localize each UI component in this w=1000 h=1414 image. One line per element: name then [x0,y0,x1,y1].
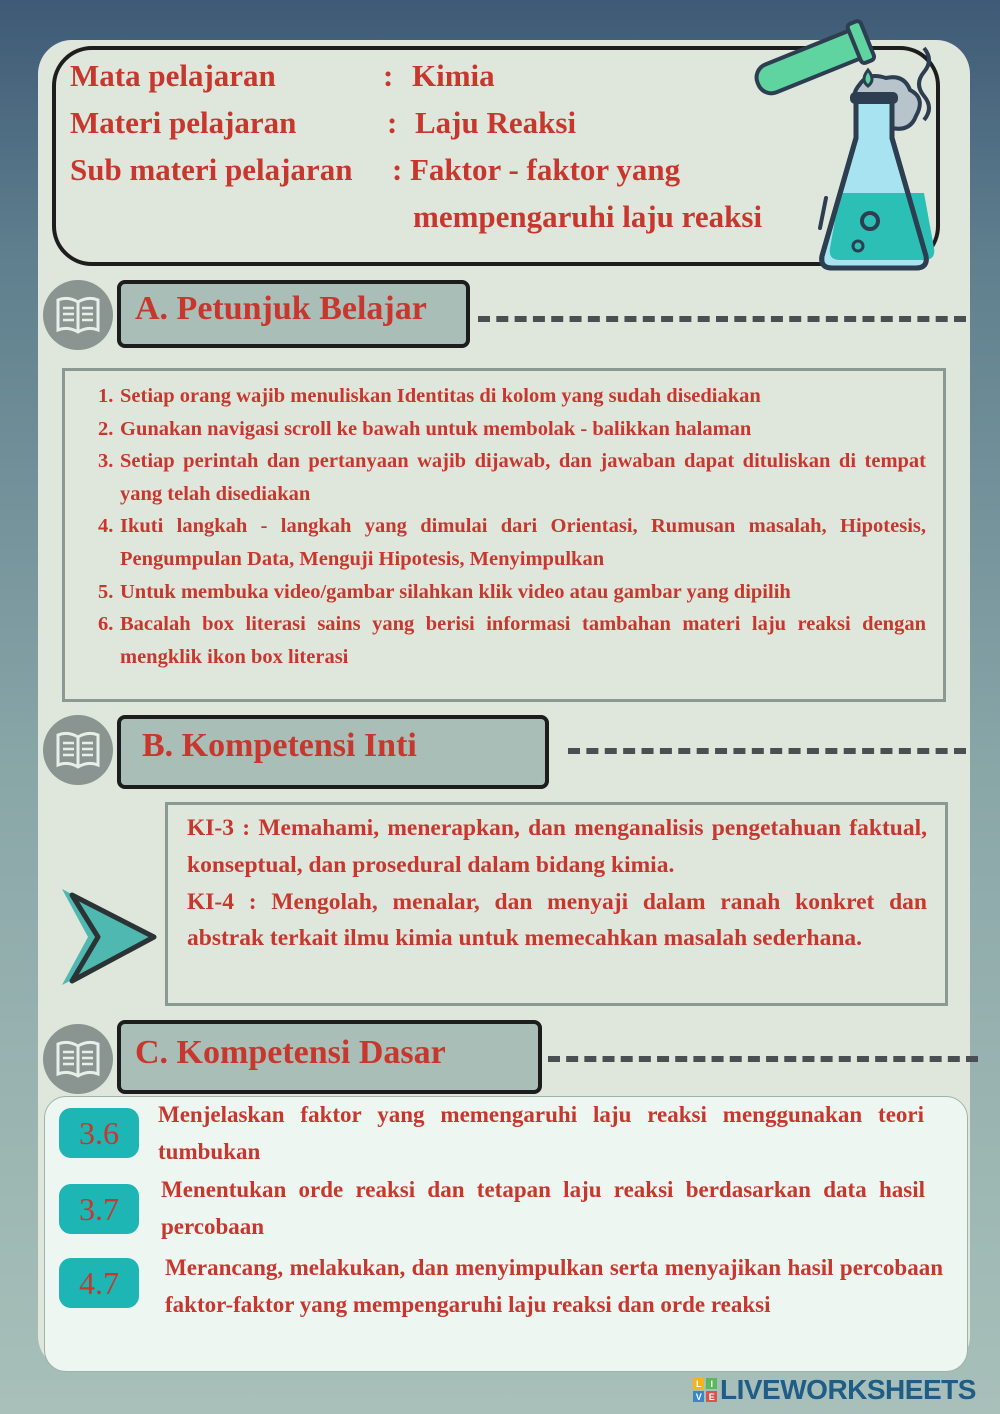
header-colon: : [387,105,398,140]
competency-text: Menentukan orde reaksi dan tetapan laju reaksi berdasarkan data hasil percobaan [161,1177,925,1239]
list-item: 5. Untuk membuka video/gambar silahkan klik video atau gambar yang dipilih [98,580,791,603]
section-divider [548,1056,978,1062]
header-value: Faktor - faktor yang [410,152,681,187]
flask-test-tube-icon [748,18,958,278]
list-item: 3. Setiap perintah dan pertanyaan wajib dijawab, dan jawaban dapat dituliskan di tempat yang telah disediakan [98,450,926,505]
header-value: Laju Reaksi [415,105,577,140]
header-colon: : [383,58,394,93]
competency-code-badge: 4.7 [59,1258,139,1308]
svg-text:V: V [695,1392,702,1402]
section-c-title: C. Kompetensi Dasar [135,1034,446,1071]
list-item: 6. Bacalah box literasi sains yang berisi informasi tambahan materi laju reaksi dengan mengklik ikon box literasi [98,613,926,668]
section-b-title: B. Kompetensi Inti [142,727,417,764]
header-value-continuation: mempengaruhi laju reaksi [413,199,763,234]
header-label: Materi pelajaran [70,105,297,140]
ki3-text: KI-3 : Memahami, menerapkan, dan menganalisis pengetahuan faktual, konseptual, dan prosedural dalam bidang kimia. [187,815,927,878]
competency-text: Menjelaskan faktor yang memengaruhi laju reaksi menggunakan teori tumbukan [158,1102,924,1164]
list-item: 2. Gunakan navigasi scroll ke bawah untuk membolak - balikkan halaman [98,417,752,440]
section-divider [568,748,966,754]
list-item: 4. Ikuti langkah - langkah yang dimulai dari Orientasi, Rumusan masalah, Hipotesis, Pengumpulan Data, Menguji Hipotesis, Menyimpulkan [98,515,926,570]
header-label: Sub materi pelajaran [70,152,353,187]
svg-text:E: E [708,1392,715,1402]
svg-text:L: L [696,1379,701,1389]
competency-code-badge: 3.7 [59,1184,139,1234]
ki4-text: KI-4 : Mengolah, menalar, dan menyaji dalam ranah konkret dan abstrak terkait ilmu kimia untuk memecahkan masalah sederhana. [187,888,927,952]
header-colon: : [392,152,403,187]
competency-text: Merancang, melakukan, dan menyimpulkan serta menyajikan hasil percobaan faktor-faktor yang mempengaruhi laju reaksi dan orde reaksi [165,1255,943,1317]
chevron-right-icon [58,885,158,989]
section-a-title: A. Petunjuk Belajar [135,290,427,327]
core-competency-text [187,810,927,957]
liveworksheets-brand: LIVEWORKSHEETS [720,1374,976,1405]
liveworksheets-logo [692,1375,976,1405]
section-divider [478,316,966,322]
open-book-icon [43,280,113,350]
header-label: Mata pelajaran [70,58,276,93]
open-book-icon [43,1024,113,1094]
header-value: Kimia [412,58,495,93]
list-item: 1. Setiap orang wajib menuliskan Identitas di kolom yang sudah disediakan [98,385,761,407]
competency-code-badge: 3.6 [59,1108,139,1158]
liveworksheets-mark-icon [692,1377,718,1403]
svg-text:I: I [710,1379,713,1389]
instructions-list [98,380,926,673]
open-book-icon [43,715,113,785]
